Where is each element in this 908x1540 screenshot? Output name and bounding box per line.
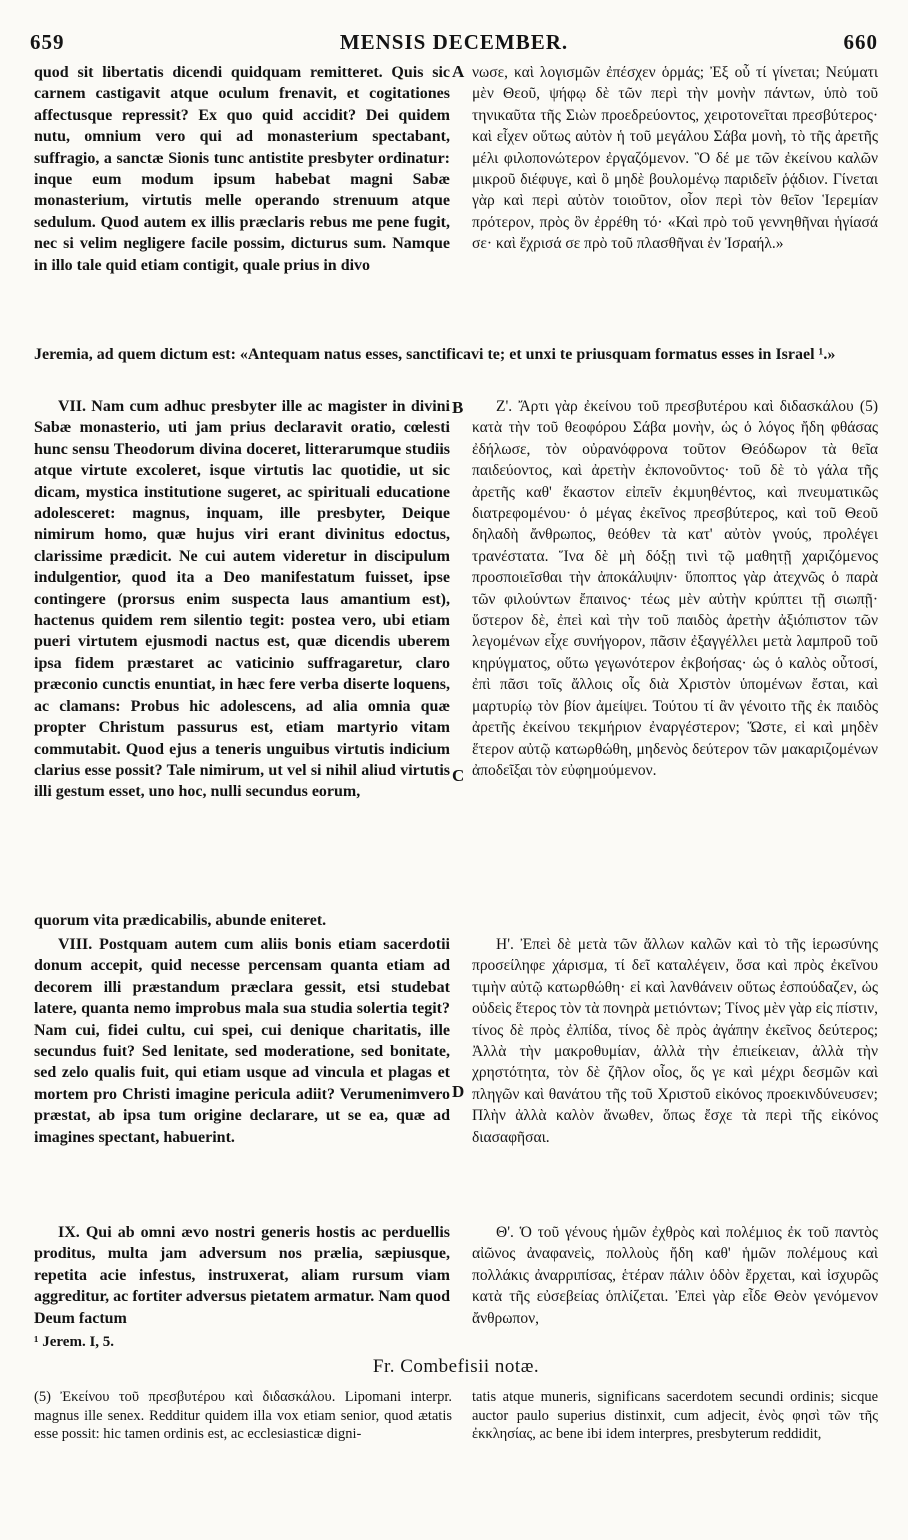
latin-column-section-d [34,1222,450,1329]
greek-column-section-d [472,1222,878,1329]
full-width-text: quorum vita prædicabilis, abunde eniteret. [34,912,327,929]
greek-paragraph: νωσε, καὶ λογισμῶν ἐπέσχεν ὁρμάς; Ἐξ οὗ τί γίνεται; Νεύματι μὲν Θεοῦ, ψήφῳ δὲ τῶν περὶ τὴν μονὴν πάντων, ὑπὸ τοῦ τηνικαῦτα τῆς Σιὼν προεδρεύοντος, χειροτονεῖται πρεσβύτερος· καὶ εἶχεν οὕτως αὐτὸν ἡ τοῦ μεγάλου Σάβα μονὴ, τὸ τῆς ἀρετῆς μέλι φιλοπονώτερον ἐργαζόμενον. Ὃ δέ με τῶν ἐκείνου καλῶν μικροῦ διέφυγε, καὶ ὃ μηδὲ βουλομένῳ παριδεῖν ῥᾴδιον. Γίνεται γὰρ καὶ περὶ αὐτὸν τοιοῦτον, οἷον περὶ τὸν θεῖον Ἱερεμίαν πρότερον, πρὸς ὃν ἐρρέθη τό· «Καὶ πρὸ τοῦ γεννηθῆναι ἡγίασά σε· καὶ ἔχρισά σε πρὸ τοῦ πλασθῆναι ἐν Ἰσραήλ.» [472,64,878,253]
notes-columns [34,1388,878,1488]
latin-column-section-a [34,62,450,276]
latin-paragraph: VII. Nam cum adhuc presbyter ille ac magister in divini Sabæ monasterio, uti jam prius declaravit oratio, cœlesti hunc sensu Theodorum divina doceret, litterarumque studiis atque virtute excoleret, isque virtutis lac quotidie, ut sic dicam, mystica institutione sugeret, ac spirituali educatione adolesceret: magnus, inquam, ille presbyter, Deique nimirum homo, quæ hujus viri erant divinitus edoctus, clarissime prædicit. Ne cui autem videretur in discipulum indulgentior, quod ita a Deo manifestatum fuisset, ipse contingere (prorsus enim suspecta laus amantium est), hactenus quidem rem silentio tegit: postea vero, ubi etiam pueri virtutem ejusmodi nactus est, quæ dicendis uberem ipsa fidem præstaret ac vaticinio suffragaretur, claro præconio cunctis enuntiat, in hæc fere verba diserte loquens, ac clamans: Probus hic adolescens, ad alia omnia quæ propter Christum passurus est, etiam martyrio vitam commutabit. Quod ejus a teneris unguibus virtutis indicium clarius esse possit? Tale nimirum, ut vel si nihil aliud virtutis illi gestum esset, uno hoc, nulli secundus eorum, [34,398,450,801]
latin-column-section-c [34,934,450,1148]
notes-title: Fr. Combefisii notæ. [372,1356,540,1377]
latin-paragraph: VIII. Postquam autem cum aliis bonis etiam sacerdotii donum accepit, quid necesse percensam quanta etiam ad decorem illi præstandum præclara gessit, etsi studebat latere, quanta nemo improbus mala sua studia solertia tegit? Nam cui, fidei cultu, cui spei, cui denique charitatis, ille secundus fuit? Sed lenitate, sed moderatione, sed bonitate, sed zelo qualis fuit, qui etiam usque ad vincula et plagas et mortem pro Christi imagine pericula adiit? Verumenimvero præstat, ab ipsa tum origine declarare, ut se ea, quæ ad imagines spectant, habuerint. [34,936,450,1146]
margin-letter-b: B [452,398,464,417]
notes-right-column: tatis atque muneris, significans sacerdotem secundi ordinis; sicque auctor paulo superius distinxit, cum adjecit, ἑνὸς φησὶ τῶν τῆς ἐκκλησίας, ac bene ibi idem interpres, presbyterum reddidit, [472,1389,878,1442]
margin-letter-a: A [452,62,465,81]
notes-left-column: (5) Ἐκείνου τοῦ πρεσβυτέρου καὶ διδασκάλου. Lipomani interpr. magnus ille senex. Redditur quidem illa vox etiam senior, quod ætatis esse possit: hic tamen ordinis est, ac ecclesiasticæ digni- [34,1389,452,1442]
latin-paragraph: IX. Qui ab omni ævo nostri generis hostis ac perduellis proditus, multa jam adversum nos prælia, sæpiusque, repetita acie infestus, instruxerat, aliam rursum viam aggreditur, ac fortiter adversus pietatem armatur. Nam quod Deum factum [34,1224,450,1327]
greek-paragraph: Η'. Ἐπεὶ δὲ μετὰ τῶν ἄλλων καλῶν καὶ τὸ τῆς ἱερωσύνης προσείληφε χάρισμα, τί δεῖ καταλέγειν, ὅσα καὶ πρὸς ἐκεῖνου τιμὴν αὐτῷ κατωρθώθη· εἰ καὶ λανθάνειν οὕτως ἐσπούδαζεν, ὡς οὐδεὶς ἕτερος τὸν τὰ πονηρὰ μετιόντων; Τίνος μὲν γὰρ εἰς πίστιν, τίνος δὲ πρὸς ἐλπίδα, τίνος δὲ πρὸς ἀγάπην ἐκεῖνος δεύτερος; Ἀλλὰ τὴν μακροθυμίαν, ἀλλὰ τὴν ἐπιείκειαν, ἀλλὰ τὴν χρηστότητα, τὸν δὲ ζῆλον οἷος, ὅς γε καὶ μέχρι δεσμῶν καὶ πληγῶν καὶ θανάτου τῆς τοῦ Χριστοῦ εἰκόνος προεκινδύνευσεν; Πλὴν ἀλλὰ καλὸν ἄνωθεν, ὅπως ἔσχε τὰ περὶ τῆς εἰκόνος διασαφῆσαι. [472,936,879,1146]
greek-column-section-b [472,396,878,781]
margin-letter-c: C [452,766,465,785]
greek-column-section-a [472,62,878,255]
greek-paragraph: Θ'. Ὁ τοῦ γένους ἡμῶν ἐχθρὸς καὶ πολέμιος ἐκ τοῦ παντὸς αἰῶνος ἀναφανεὶς, πολλοὺς ἤδη καθ' ἡμῶν πολέμους καὶ πολλάκις ἀναρριπίσας, ἑτέραν πάλιν ὁδὸν ἔρχεται, καὶ ἰσχυρῶς κατὰ τῆς εὐσεβείας ὁπλίζεται. Ἐπεὶ γὰρ εἶδε Θεὸν γενόμενον ἄνθρωπον, [472,1224,878,1327]
footnote: ¹ Jerem. I, 5. [34,1334,115,1350]
latin-paragraph: quod sit libertatis dicendi quidquam remitteret. Quis sic carnem castigavit atque oculum frenavit, et cogitationes affectusque repressit? Ex quo quid accidit? Dei quidem nutu, omnium vero qui ad monasterium spectabant, suffragio, a sanctæ Sionis tunc antistite presbyter ordinatur: inque eum modum ipsum habebat magni Sabæ monasterium, virtutis melle operando strenuum atque sedulum. Quod autem ex illis præclaris rebus me pene fugit, nec si velim negligere facile possim, dicturus sum. Namque in illo tale quid etiam contigit, quale prius in divo [34,64,450,274]
full-width-text: Jeremia, ad quem dictum est: «Antequam natus esses, sanctificavi te; et unxi te priusquam formatus esses in Israel ¹.» [34,346,836,363]
page-number-right: 660 [843,30,878,54]
latin-column-section-b [34,396,450,803]
full-width-line-a [34,344,878,365]
full-width-line-b [34,910,878,931]
greek-column-section-c [472,934,878,1148]
page-number-left: 659 [30,30,65,54]
page-title: MENSIS DECEMBER. [339,30,569,54]
greek-paragraph: Ζ'. Ἄρτι γὰρ ἐκείνου τοῦ πρεσβυτέρου καὶ διδασκάλου (5) κατὰ τὴν τοῦ θεοφόρου Σάβα μονὴν, ὡς ὁ λόγος ἤδη φθάσας ἐδήλωσε, τὸν οὐρανόφρονα τοῦτον Θεόδωρον τὰ θεῖα παιδεύοντος, καὶ ἀρετὴν ἐκπονοῦντος· τοῦ δὲ τὸ γάλα τῆς ἀρετῆς καθ' ἕκαστον εἰπεῖν ἐκμυηθέντος, καὶ πνευματικῶς διατρεφομένου· ὁ μέγας ἐκεῖνος πρεσβύτερος, καὶ τοῦ Θεοῦ δηλαδὴ ἄνθρωπος, θεόθεν τὰ κατ' αὐτὸν γνούς, προλέγει τρανέστατα. Ἵνα δὲ μὴ δόξῃ τινὶ τῷ μαθητῇ χαριζόμενος προσποιεῖσθαι τὴν ἀποκάλυψιν· ὕποπτος γὰρ ἀτεχνῶς ὁ παρὰ τῶν φιλούντων ἔπαινος· τέως μὲν αὐτὴν κρύπτει τῇ σιωπῇ· ὕστερον δὲ, ἐπεὶ καὶ τὴν τοῦ παιδὸς ἀρετὴν ἀξιόπιστον τῶν λεγομένων εἶχε συνήγορον, πᾶσιν ἐξαγγέλλει μετὰ λαμπροῦ τοῦ κηρύγματος, οὕτω γεγωνότερον ἐκβοήσας· ὡς ὁ καλὸς οὗτοσί, ἐπὶ πᾶσι τοῖς ἄλλοις οἷς διὰ Χριστὸν ὑπομένων ἔσται, καὶ μαρτυρίῳ τὸν βίον ἀμείψει. Τούτου τί ἂν γένοιτο τῆς ἐκ παιδὸς ἀρετῆς ἐκείνου τεκμήριον ἐναργέστερον; Ὥστε, εἰ καὶ μηδὲν ἕτερον αὐτῷ κατωρθώθη, μηδενὸς δεύτερον τῶν μακαριζομένων ἀποδεῖξαι τὸν εὐφημούμενον. [472,398,878,779]
running-head [30,30,878,58]
notes-section [34,1356,878,1488]
margin-letter-d: D [452,1082,465,1101]
